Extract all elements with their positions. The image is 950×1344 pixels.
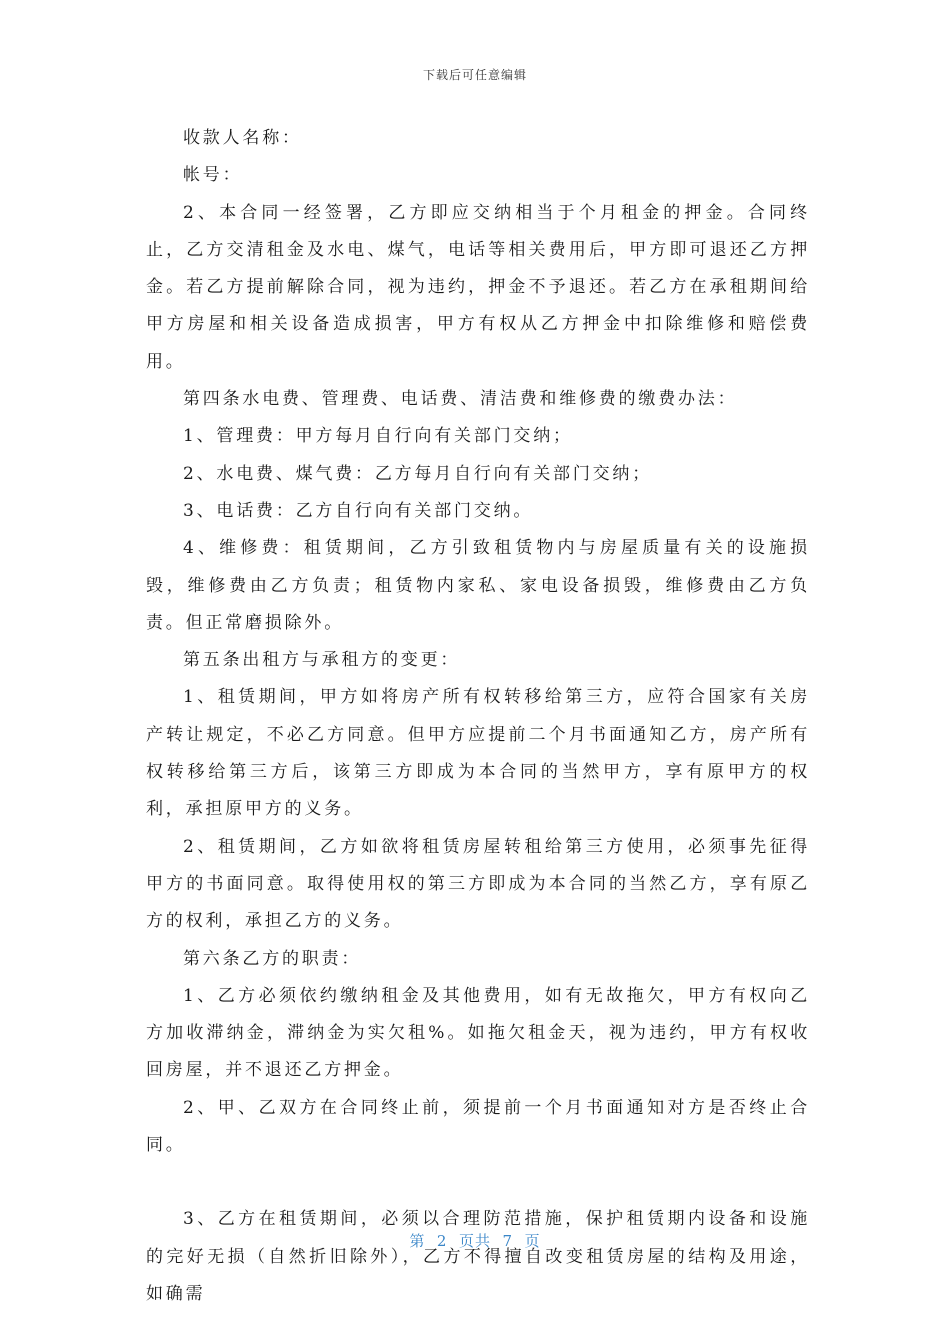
paragraph: 3、乙方在租赁期间，必须以合理防范措施，保护租赁期内设备和设施的完好无损（自然折旧除外），乙方不得擅自改变租赁房屋的结构及用途，如确需 [146, 1209, 810, 1304]
paragraph: 4、维修费：租赁期间，乙方引致租赁物内与房屋质量有关的设施损毁，维修费由乙方负责；租赁物内家私、家电设备损毁，维修费由乙方负责。但正常磨损除外。 [146, 538, 810, 633]
paragraph: 2、水电费、煤气费：乙方每月自行向有关部门交纳； [183, 463, 653, 484]
paragraph: 收款人名称： [183, 128, 302, 148]
article-heading: 第五条出租方与承租方的变更： [183, 650, 461, 671]
paragraph: 1、乙方必须依约缴纳租金及其他费用，如有无故拖欠，甲方有权向乙方加收滞纳金，滞纳金为实欠租%。如拖欠租金天，视为违约，甲方有权收回房屋，并不退还乙方押金。 [146, 985, 810, 1081]
document-body [146, 120, 810, 1313]
paragraph: 2、甲、乙双方在合同终止前，须提前一个月书面通知对方是否终止合同。 [146, 1097, 810, 1156]
paragraph: 3、电话费：乙方自行向有关部门交纳。 [183, 500, 534, 521]
article-heading: 第六条乙方的职责： [183, 948, 362, 969]
paragraph: 1、租赁期间，甲方如将房产所有权转移给第三方，应符合国家有关房产转让规定，不必乙方同意。但甲方应提前二个月书面通知乙方，房产所有权转移给第三方后，该第三方即成为本合同的当然甲方，享有原甲方的权利，承担原甲方的义务。 [146, 687, 810, 820]
paragraph: 1、管理费：甲方每月自行向有关部门交纳； [183, 426, 573, 447]
article-heading: 第四条水电费、管理费、电话费、清洁费和维修费的缴费办法： [183, 389, 738, 410]
paragraph: 2、本合同一经签署，乙方即应交纳相当于个月租金的押金。合同终止，乙方交清租金及水电、煤气，电话等相关费用后，甲方即可退还乙方押金。若乙方提前解除合同，视为违约，押金不予退还。若乙方在承租期间给甲方房屋和相关设备造成损害，甲方有权从乙方押金中扣除维修和赔偿费用。 [146, 202, 810, 372]
page-number: 第 2 页共 7 页 [409, 1232, 541, 1250]
paragraph-gap [146, 1164, 810, 1201]
paragraph: 2、租赁期间，乙方如欲将租赁房屋转租给第三方使用，必须事先征得甲方的书面同意。取得使用权的第三方即成为本合同的当然乙方，享有原乙方的权利，承担乙方的义务。 [146, 836, 810, 932]
paragraph: 帐号： [183, 165, 243, 186]
header-note: 下载后可任意编辑 [422, 68, 527, 82]
